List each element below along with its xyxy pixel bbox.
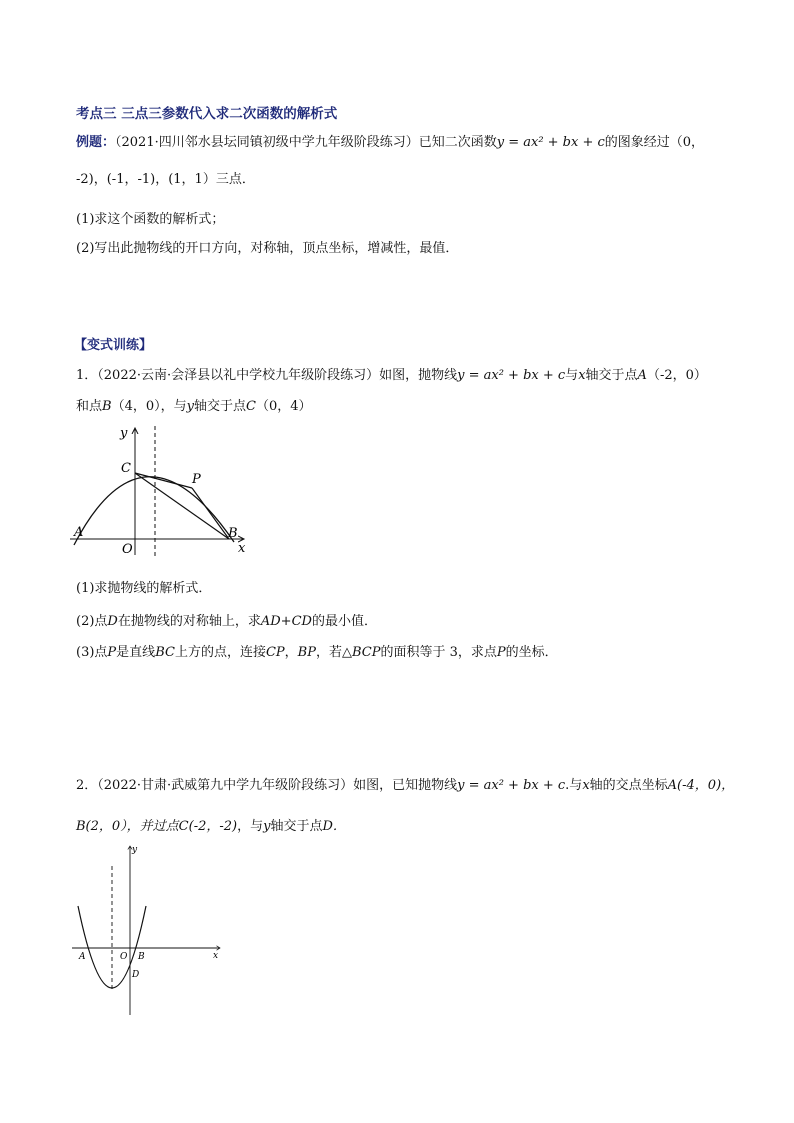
label-y: y — [120, 426, 128, 441]
problem1-line1 — [76, 367, 707, 385]
p2-formula: y = ax² + bx + c — [457, 778, 566, 793]
p2-point-d: D． — [322, 819, 346, 834]
p1-text: 与 — [565, 368, 579, 383]
section-title: 考点三 三点三参数代入求二次函数的解析式 — [76, 106, 338, 122]
p2-text: 轴交于点 — [270, 819, 323, 834]
q3-text: 的坐标． — [505, 645, 558, 660]
p1-point-b: B — [102, 399, 112, 414]
label-o: O — [122, 542, 133, 557]
p1-text: （4，0），与 — [111, 399, 187, 414]
q3-line-bc: BC — [155, 645, 175, 660]
problem1-q3 — [76, 644, 558, 662]
segment-cp — [135, 473, 192, 488]
label-p: P — [192, 472, 201, 487]
example-line1 — [76, 134, 704, 152]
q3-text: ，若△ — [315, 645, 352, 660]
p2-var-x: x — [582, 778, 590, 793]
p1-text: 1．（2022·云南·会泽县以礼中学校九年级阶段练习）如图，抛物线 — [76, 368, 458, 383]
p2-var-y: y — [263, 819, 271, 834]
p1-text: （0，4） — [255, 399, 312, 414]
label-b: B — [228, 526, 238, 541]
label-b: B — [138, 952, 145, 962]
p2-text: ，与 — [237, 819, 264, 834]
q2-text: 的最小值． — [311, 614, 377, 629]
training-title: 【变式训练】 — [74, 338, 153, 353]
q3-segment-bp: BP — [297, 645, 316, 660]
problem1-figure — [62, 420, 262, 560]
example-line2: -2)，(-1，-1)，(1，1）三点． — [76, 172, 255, 187]
q2-point-d: D — [107, 614, 118, 629]
q2-expression: AD+CD — [260, 614, 312, 629]
problem2-line1 — [76, 777, 734, 795]
q3-point-p: P — [107, 645, 117, 660]
label-y: y — [132, 845, 138, 855]
example-formula: y = ax² + bx + c — [496, 135, 605, 150]
p1-text: （-2，0） — [646, 368, 707, 383]
segment-cb — [135, 473, 229, 539]
q3-triangle: BCP — [351, 645, 381, 660]
q3-text: ， — [284, 645, 298, 660]
p1-text: 轴交于点 — [585, 368, 638, 383]
problem1-q2 — [76, 613, 377, 631]
p1-var-x: x — [578, 368, 586, 383]
problem2-figure — [66, 840, 236, 1020]
example-label: 例题： — [76, 135, 116, 150]
p1-var-y: y — [186, 399, 194, 414]
problem1-q1: (1)求抛物线的解析式． — [76, 581, 212, 596]
example-source: （2021·四川邻水县坛同镇初级中学九年级阶段练习）已知二次函数 — [115, 135, 497, 150]
p1-point-c: C — [246, 399, 256, 414]
label-a: A — [74, 525, 84, 540]
label-c: C — [121, 461, 131, 476]
p2-point-a: A(-4，0)， — [667, 778, 735, 793]
q3-text: (3)点 — [76, 645, 108, 660]
q3-point-p: P — [496, 645, 506, 660]
label-a: A — [79, 952, 86, 962]
p1-text: 轴交于点 — [193, 399, 246, 414]
q3-text: 是直线 — [116, 645, 156, 660]
problem1-line2 — [76, 398, 312, 416]
p2-text: 2．（2022·甘肃·武威第九中学九年级阶段练习）如图，已知抛物线 — [76, 778, 458, 793]
example-q2: (2)写出此抛物线的开口方向，对称轴，顶点坐标，增减性，最值． — [76, 241, 459, 256]
example-q1: (1)求这个函数的解析式； — [76, 212, 225, 227]
p2-text: 轴的交点坐标 — [589, 778, 668, 793]
q3-text: 上方的点，连接 — [174, 645, 266, 660]
segment-pb — [192, 488, 229, 539]
q3-text: 的面积等于 3，求点 — [380, 645, 497, 660]
q2-text: (2)点 — [76, 614, 108, 629]
p1-formula: y = ax² + bx + c — [457, 368, 566, 383]
label-x: x — [213, 951, 219, 961]
label-o: O — [120, 952, 128, 962]
p2-text: .与 — [565, 778, 583, 793]
p1-point-a: A — [637, 368, 647, 383]
label-d: D — [132, 970, 140, 980]
q3-segment-cp: CP — [265, 645, 285, 660]
p2-point-c: C(-2，-2) — [178, 819, 238, 834]
q2-text: 在抛物线的对称轴上，求 — [117, 614, 261, 629]
problem2-line2 — [76, 818, 346, 836]
p1-text: 和点 — [76, 399, 103, 414]
p2-point-b: B(2，0），并过点 — [76, 819, 179, 834]
example-after-formula: 的图象经过（0， — [604, 135, 705, 150]
label-x: x — [238, 541, 246, 556]
